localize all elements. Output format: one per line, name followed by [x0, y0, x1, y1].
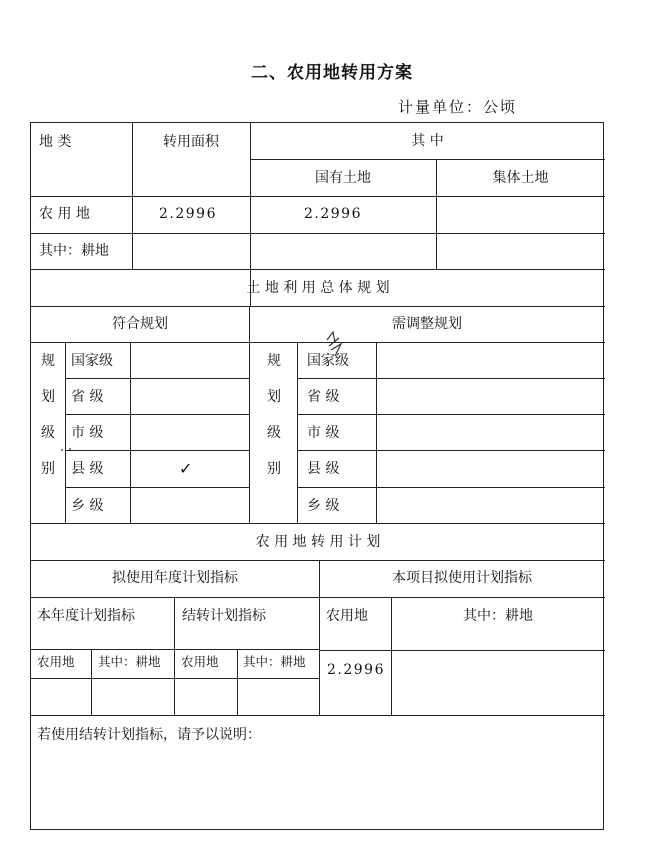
ink-dot-mark [59, 445, 75, 455]
rule [249, 306, 250, 523]
rule [130, 342, 131, 523]
rule [376, 342, 377, 523]
level-char: 规 [41, 353, 55, 369]
conform-plan-header: 符合规划 [112, 316, 168, 332]
rule [297, 487, 605, 488]
level-char: 级 [267, 425, 281, 441]
agri-plan-section-title: 农 用 地 转 用 计 划 [255, 534, 381, 550]
level-city: 市 级 [71, 425, 104, 441]
rule [297, 342, 298, 523]
level-char: 别 [267, 461, 281, 477]
rule [65, 378, 249, 379]
project-farmland-value: 2.2996 [327, 662, 385, 678]
rule [31, 523, 605, 524]
rule [297, 450, 605, 451]
project-farmland-header: 农用地 [326, 608, 368, 624]
level-national: 国家级 [71, 353, 113, 369]
rule [31, 560, 605, 561]
sub-farmland-header: 农用地 [181, 654, 219, 669]
planning-section-title: 土 地 利 用 总 体 规 划 [246, 280, 390, 296]
sub-farmland-header: 农用地 [37, 654, 75, 669]
level-province: 省 级 [71, 389, 104, 405]
unit-label: 计量单位：公顷 [398, 98, 518, 116]
pen-scribble-mark [323, 328, 347, 360]
rule [31, 597, 605, 598]
level-char: 划 [41, 389, 55, 405]
of-which-header: 其 中 [411, 133, 444, 149]
level-char: 级 [41, 425, 55, 441]
rule [237, 649, 238, 715]
level-county: 县 级 [307, 461, 340, 477]
agri-state-value: 2.2996 [304, 206, 362, 222]
rule [31, 678, 319, 679]
rule [31, 342, 605, 343]
level-char: 划 [267, 389, 281, 405]
level-national: 国家级 [307, 353, 349, 369]
agri-land-label: 农 用 地 [39, 206, 90, 222]
carry-over-quota-header: 结转计划指标 [182, 608, 266, 624]
sub-arable-header: 其中：耕地 [98, 654, 161, 669]
arable-land-label: 其中：耕地 [39, 243, 109, 259]
project-arable-header: 其中：耕地 [463, 608, 533, 624]
level-county: 县 级 [71, 461, 104, 477]
rule [31, 306, 605, 307]
land-type-header: 地 类 [39, 134, 72, 150]
rule [31, 233, 605, 234]
level-char: 规 [267, 353, 281, 369]
rule [65, 342, 66, 523]
rule [250, 123, 251, 306]
level-char: 别 [41, 461, 55, 477]
level-township: 乡 级 [71, 498, 104, 514]
rule [31, 715, 605, 716]
rule [297, 414, 605, 415]
rule [31, 196, 605, 197]
level-township: 乡 级 [307, 498, 340, 514]
rule [250, 159, 605, 160]
rule [65, 450, 249, 451]
rule [65, 487, 249, 488]
annual-quota-header: 拟使用年度计划指标 [112, 570, 238, 586]
page-title: 二、农用地转用方案 [251, 63, 413, 83]
conversion-plan-table [30, 122, 604, 830]
rule [31, 269, 605, 270]
rule [297, 378, 605, 379]
rule [65, 414, 249, 415]
adjust-plan-header: 需调整规划 [392, 316, 462, 332]
check-mark-icon: ✓ [179, 459, 193, 478]
agri-area-value: 2.2996 [159, 206, 217, 222]
rule [31, 649, 319, 650]
collective-land-header: 集体土地 [492, 170, 549, 186]
rule [91, 649, 92, 715]
area-header: 转用面积 [163, 134, 219, 150]
this-year-quota-header: 本年度计划指标 [37, 608, 135, 624]
sub-arable-header: 其中：耕地 [243, 654, 306, 669]
project-quota-header: 本项目拟使用计划指标 [392, 570, 532, 586]
level-province: 省 级 [307, 389, 340, 405]
carry-over-note-label: 若使用结转计划指标，请予以说明： [37, 727, 261, 743]
rule [174, 597, 175, 715]
rule [319, 650, 605, 651]
state-land-header: 国有土地 [315, 170, 371, 186]
level-city: 市 级 [307, 425, 340, 441]
